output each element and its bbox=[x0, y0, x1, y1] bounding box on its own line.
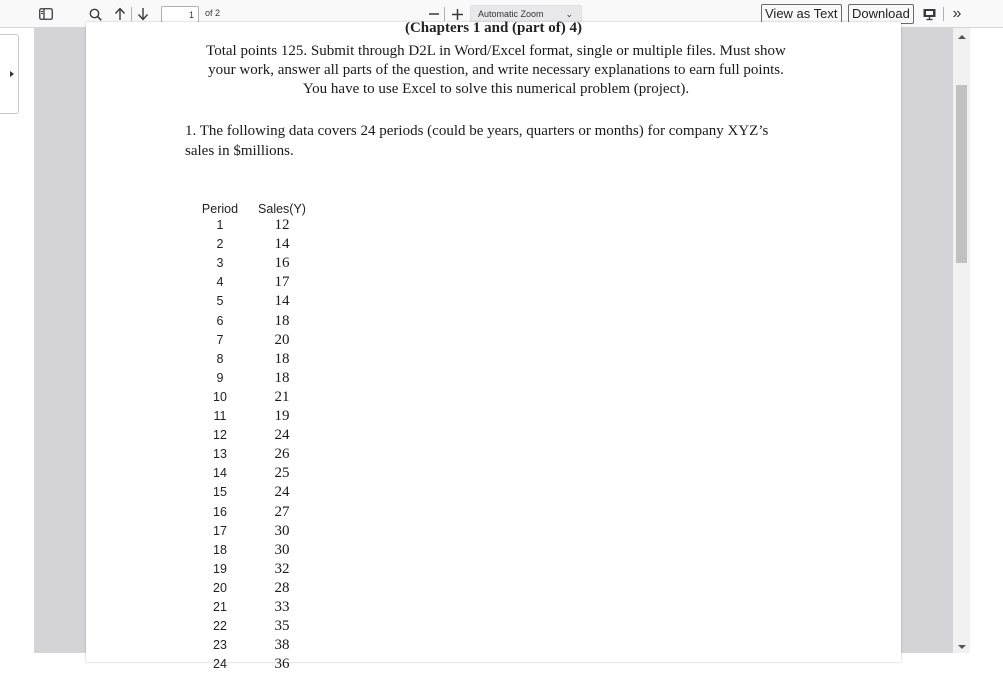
instructions-line: Total points 125. Submit through D2L in Word/Excel format, single or multiple files. Must show bbox=[206, 43, 786, 59]
sales-cell: 21 bbox=[274, 388, 290, 405]
pdf-page bbox=[86, 20, 901, 673]
table-header-period: Period bbox=[201, 202, 239, 216]
sales-cell: 17 bbox=[274, 274, 290, 291]
period-cell: 21 bbox=[213, 600, 227, 614]
sales-cell: 33 bbox=[274, 599, 290, 615]
period-cell: 18 bbox=[213, 542, 227, 557]
period-cell: 12 bbox=[213, 428, 227, 443]
table-row bbox=[86, 369, 901, 388]
sales-cell: 18 bbox=[274, 350, 290, 367]
document-viewer bbox=[34, 20, 970, 673]
question-1-text bbox=[185, 121, 885, 161]
table-row bbox=[86, 292, 901, 311]
period-cell: 22 bbox=[213, 619, 227, 634]
sales-cell: 12 bbox=[274, 217, 290, 233]
period-cell: 9 bbox=[216, 370, 224, 385]
sales-cell: 14 bbox=[274, 236, 290, 253]
instructions-line: your work, answer all parts of the question, and write necessary explanations to earn full points. bbox=[208, 62, 784, 78]
sales-cell: 28 bbox=[274, 579, 290, 596]
instructions-line: You have to use Excel to solve this numerical problem (project). bbox=[302, 81, 690, 97]
table-row bbox=[86, 445, 901, 464]
scrollbar-thumb[interactable] bbox=[956, 85, 967, 263]
period-cell: 19 bbox=[213, 561, 227, 576]
table-row bbox=[86, 483, 901, 502]
period-cell: 13 bbox=[213, 447, 227, 462]
sales-cell: 18 bbox=[274, 369, 290, 386]
chevron-down-icon: ⌄ bbox=[565, 9, 573, 19]
page-count: of 2 bbox=[205, 8, 221, 18]
period-cell: 4 bbox=[216, 275, 224, 290]
period-cell: 23 bbox=[213, 638, 227, 653]
period-cell: 3 bbox=[216, 256, 224, 271]
period-cell: 11 bbox=[213, 409, 227, 423]
toolbar-separator bbox=[943, 7, 944, 21]
table-row bbox=[86, 312, 901, 331]
period-cell: 5 bbox=[216, 294, 224, 309]
period-cell: 17 bbox=[213, 523, 227, 538]
sales-cell: 36 bbox=[274, 656, 290, 673]
page-heading-clipped: (Chapters 1 and (part of) 4) bbox=[404, 20, 583, 36]
sales-cell: 35 bbox=[274, 618, 290, 635]
table-row bbox=[86, 541, 901, 560]
sales-cell: 19 bbox=[274, 408, 290, 424]
table-header-sales: Sales(Y) bbox=[258, 202, 306, 216]
more-tools-button[interactable]: » bbox=[952, 5, 962, 22]
scroll-down-arrow-icon[interactable] bbox=[958, 645, 966, 649]
question-line: sales in $millions. bbox=[185, 143, 294, 159]
sales-cell: 25 bbox=[274, 465, 290, 482]
table-row bbox=[86, 216, 901, 235]
sidebar-expand-handle[interactable] bbox=[0, 34, 19, 114]
sales-cell: 27 bbox=[274, 503, 290, 520]
table-row bbox=[86, 579, 901, 598]
period-cell: 14 bbox=[213, 466, 227, 481]
sales-cell: 32 bbox=[274, 560, 290, 577]
sales-cell: 30 bbox=[274, 541, 290, 558]
scroll-up-arrow-icon[interactable] bbox=[958, 35, 966, 39]
question-line: 1. The following data covers 24 periods (could be years, quarters or months) for company XYZ’s bbox=[185, 123, 769, 139]
period-cell: 20 bbox=[213, 580, 227, 595]
sales-cell: 24 bbox=[274, 427, 290, 444]
table-row bbox=[86, 636, 901, 655]
table-row bbox=[86, 655, 901, 674]
sidebar-toggle-icon[interactable] bbox=[36, 4, 56, 24]
table-row bbox=[86, 560, 901, 579]
period-cell: 15 bbox=[213, 485, 227, 500]
table-row bbox=[86, 598, 901, 617]
sales-cell: 20 bbox=[274, 331, 290, 348]
sales-cell: 24 bbox=[274, 484, 290, 501]
chevron-right-icon bbox=[10, 71, 14, 77]
table-row bbox=[86, 464, 901, 483]
sales-cell: 16 bbox=[274, 255, 290, 272]
period-cell: 16 bbox=[213, 504, 227, 519]
period-cell: 2 bbox=[216, 237, 224, 252]
table-row bbox=[86, 331, 901, 350]
table-row bbox=[86, 522, 901, 541]
instructions-paragraph bbox=[146, 42, 846, 99]
sales-cell: 38 bbox=[274, 637, 290, 654]
zoom-select-value: Automatic Zoom bbox=[478, 9, 544, 19]
table-row bbox=[86, 254, 901, 273]
table-row bbox=[86, 407, 901, 426]
toolbar-separator bbox=[131, 7, 132, 21]
period-cell: 7 bbox=[216, 332, 224, 347]
sales-cell: 14 bbox=[274, 293, 290, 310]
sales-cell: 30 bbox=[274, 522, 290, 539]
period-cell: 8 bbox=[216, 351, 224, 366]
table-row bbox=[86, 617, 901, 636]
table-row bbox=[86, 350, 901, 369]
download-button[interactable]: Download bbox=[848, 4, 914, 24]
sales-cell: 26 bbox=[274, 446, 290, 463]
view-as-text-button[interactable]: View as Text bbox=[761, 4, 842, 24]
table-row bbox=[86, 426, 901, 445]
sales-cell: 18 bbox=[274, 312, 290, 329]
period-cell: 10 bbox=[213, 389, 227, 404]
table-row bbox=[86, 503, 901, 522]
table-row bbox=[86, 273, 901, 292]
table-row bbox=[86, 388, 901, 407]
period-cell: 1 bbox=[216, 218, 224, 232]
table-row bbox=[86, 235, 901, 254]
presentation-mode-icon[interactable] bbox=[921, 4, 937, 24]
period-cell: 6 bbox=[216, 313, 224, 328]
period-cell: 24 bbox=[213, 657, 227, 672]
toolbar-separator bbox=[444, 7, 445, 21]
vertical-scrollbar[interactable] bbox=[953, 28, 970, 653]
